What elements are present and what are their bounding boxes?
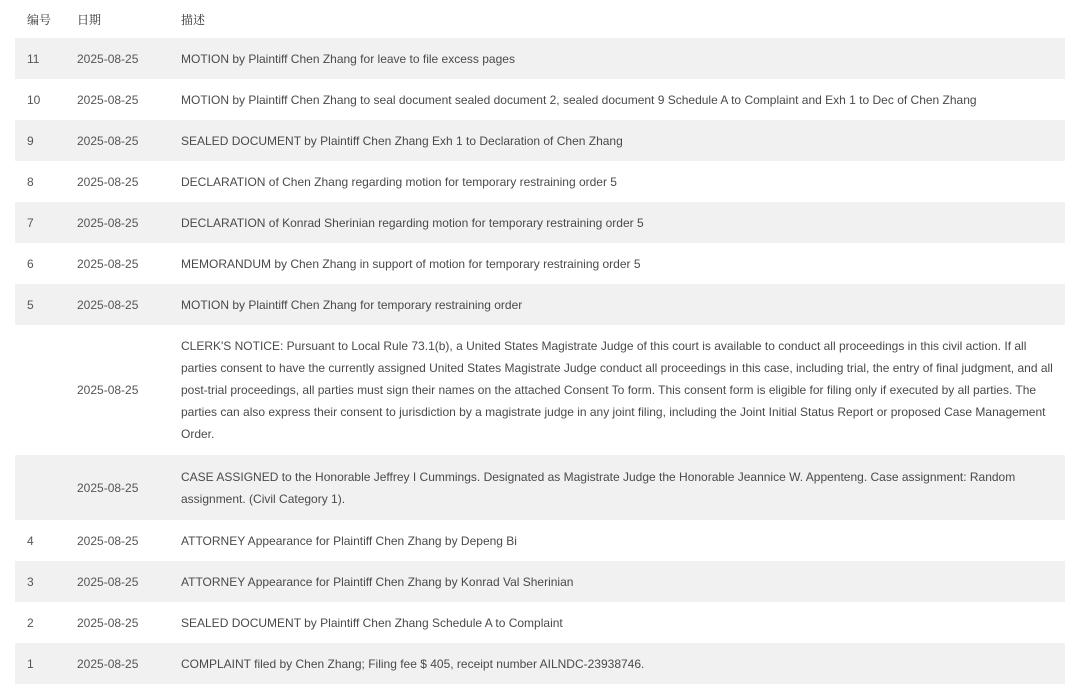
row-description[interactable]: MEMORANDUM by Chen Zhang in support of motion for temporary restraining order 5 — [181, 256, 641, 271]
table-row[interactable] — [15, 643, 1065, 684]
table-header — [15, 0, 1065, 38]
row-description[interactable]: MOTION by Plaintiff Chen Zhang to seal document sealed document 2, sealed document 9 Schedule A to Complaint and Exh 1 to Dec of Chen Zhang — [181, 92, 977, 107]
row-number — [15, 325, 65, 455]
column-header-date[interactable]: 日期 — [65, 0, 169, 38]
row-number: 6 — [27, 256, 34, 271]
table-body — [15, 38, 1065, 684]
row-description[interactable]: SEALED DOCUMENT by Plaintiff Chen Zhang Exh 1 to Declaration of Chen Zhang — [181, 133, 623, 148]
table-row[interactable] — [15, 455, 1065, 520]
row-description[interactable]: ATTORNEY Appearance for Plaintiff Chen Zhang by Depeng Bi — [181, 533, 517, 548]
row-number: 5 — [27, 297, 34, 312]
row-number — [15, 455, 65, 520]
row-description[interactable]: COMPLAINT filed by Chen Zhang; Filing fee $ 405, receipt number AILNDC-23938746. — [181, 656, 645, 671]
row-description[interactable]: MOTION by Plaintiff Chen Zhang for temporary restraining order — [181, 297, 523, 312]
row-date: 2025-08-25 — [77, 656, 139, 671]
row-description[interactable]: CASE ASSIGNED to the Honorable Jeffrey I Cummings. Designated as Magistrate Judge the Honorable Jeannice W. Appenteng. Case assignment: Random assignment. (Civil Category 1). — [181, 469, 1016, 506]
table-row[interactable] — [15, 161, 1065, 202]
table-row[interactable] — [15, 325, 1065, 455]
table-row[interactable] — [15, 561, 1065, 602]
row-date: 2025-08-25 — [77, 480, 139, 495]
docket-table-container — [15, 0, 1080, 684]
row-number: 3 — [27, 574, 34, 589]
row-number: 7 — [27, 215, 34, 230]
row-description[interactable]: MOTION by Plaintiff Chen Zhang for leave to file excess pages — [181, 51, 515, 66]
table-row[interactable] — [15, 38, 1065, 79]
row-number: 11 — [27, 51, 40, 66]
row-date: 2025-08-25 — [77, 615, 139, 630]
row-number: 9 — [27, 133, 34, 148]
row-number: 8 — [27, 174, 34, 189]
row-description[interactable]: ATTORNEY Appearance for Plaintiff Chen Zhang by Konrad Val Sherinian — [181, 574, 574, 589]
row-date: 2025-08-25 — [77, 92, 139, 107]
row-description[interactable]: CLERK'S NOTICE: Pursuant to Local Rule 73.1(b), a United States Magistrate Judge of this court is available to conduct all proceedings in this civil action. If all parties consent to have the currently assigned United States Magistrate Judge conduct all proceedings in this case, including trial, the entry of final judgment, and all post-trial proceedings, all parties must sign their names on the attached Consent To form. This consent form is eligible for filing only if executed by all parties. The parties can also express their consent to jurisdiction by a magistrate judge in any joint filing, including the Joint Initial Status Report or proposed Case Management Order. — [181, 339, 1053, 441]
header-row — [15, 0, 1065, 38]
row-description[interactable]: DECLARATION of Chen Zhang regarding motion for temporary restraining order 5 — [181, 174, 617, 189]
table-row[interactable] — [15, 202, 1065, 243]
column-header-description[interactable]: 描述 — [169, 0, 1065, 38]
table-row[interactable] — [15, 520, 1065, 561]
table-row[interactable] — [15, 79, 1065, 120]
row-date: 2025-08-25 — [77, 133, 139, 148]
row-date: 2025-08-25 — [77, 51, 139, 66]
row-number: 10 — [27, 92, 41, 107]
row-number: 1 — [27, 656, 34, 671]
row-date: 2025-08-25 — [77, 383, 139, 397]
row-number: 4 — [27, 533, 34, 548]
docket-table — [15, 0, 1065, 684]
column-header-number[interactable]: 编号 — [15, 0, 65, 38]
row-date: 2025-08-25 — [77, 174, 139, 189]
row-number: 2 — [27, 615, 34, 630]
row-date: 2025-08-25 — [77, 574, 139, 589]
table-row[interactable] — [15, 284, 1065, 325]
row-date: 2025-08-25 — [77, 215, 139, 230]
row-description[interactable]: DECLARATION of Konrad Sherinian regarding motion for temporary restraining order 5 — [181, 215, 644, 230]
row-description[interactable]: SEALED DOCUMENT by Plaintiff Chen Zhang Schedule A to Complaint — [181, 615, 563, 630]
table-row[interactable] — [15, 602, 1065, 643]
table-row[interactable] — [15, 243, 1065, 284]
row-date: 2025-08-25 — [77, 297, 139, 312]
row-date: 2025-08-25 — [77, 256, 139, 271]
table-row[interactable] — [15, 120, 1065, 161]
row-date: 2025-08-25 — [77, 533, 139, 548]
